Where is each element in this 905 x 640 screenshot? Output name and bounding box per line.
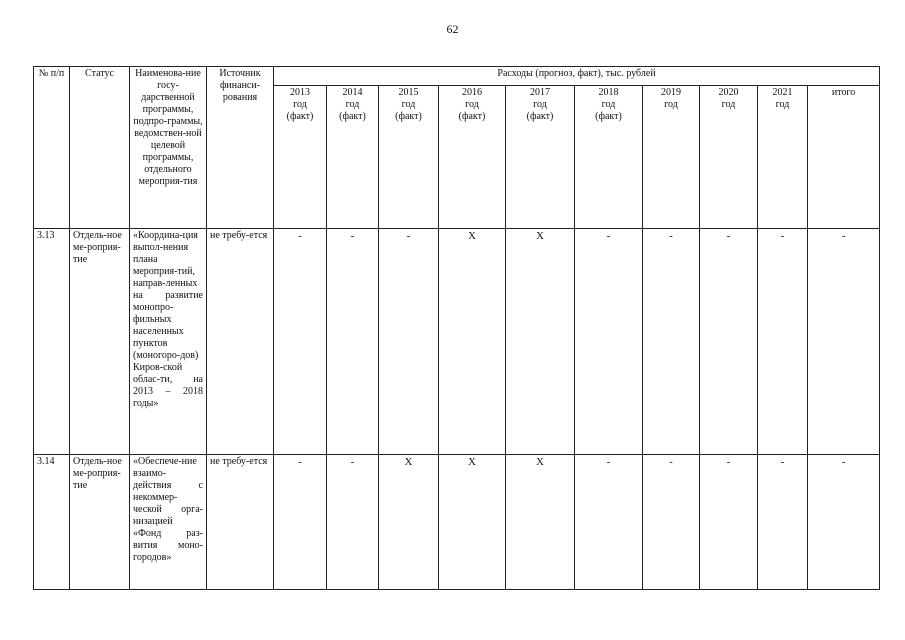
year-header: 2014 год (факт) — [327, 86, 379, 229]
row-name: «Координа-ция выпол-нения плана мероприя-тий, направ-ленных на развитие монопро-фильных населенных пунктов (моногоро-дов) Киров-ской облас-ти, на 2013 – 2018 годы» — [130, 229, 207, 455]
header-status: Статус — [70, 67, 130, 229]
header-num: № п/п — [34, 67, 70, 229]
value-cell: X — [439, 229, 506, 455]
value-cell: - — [700, 455, 758, 590]
header-name: Наименова-ние госу-дарственной программы, подпро-граммы, ведомствен-ной целевой программы, отдельного мероприя-тия — [130, 67, 207, 229]
value-cell: - — [327, 455, 379, 590]
year-header: 2013 год (факт) — [274, 86, 327, 229]
value-cell: X — [379, 455, 439, 590]
value-cell: X — [506, 229, 575, 455]
header-expenses: Расходы (прогноз, факт), тыс. рублей — [274, 67, 880, 86]
row-name: «Обеспече-ние взаимо-действия с некоммер-ческой орга-низацией «Фонд раз-вития моно-городов» — [130, 455, 207, 590]
total-cell: - — [808, 455, 880, 590]
header-total: итого — [808, 86, 880, 229]
row-status: Отдель-ное ме-роприя-тие — [70, 229, 130, 455]
row-num: 3.14 — [34, 455, 70, 590]
header-row — [34, 67, 880, 86]
value-cell: - — [379, 229, 439, 455]
value-cell: - — [700, 229, 758, 455]
expenses-table — [33, 66, 880, 590]
row-status: Отдель-ное ме-роприя-тие — [70, 455, 130, 590]
value-cell: - — [575, 455, 643, 590]
year-header: 2021 год — [758, 86, 808, 229]
value-cell: - — [758, 229, 808, 455]
total-cell: - — [808, 229, 880, 455]
row-source: не требу-ется — [207, 229, 274, 455]
year-header: 2015 год (факт) — [379, 86, 439, 229]
value-cell: X — [506, 455, 575, 590]
year-header: 2018 год (факт) — [575, 86, 643, 229]
value-cell: X — [439, 455, 506, 590]
page-number: 62 — [446, 22, 459, 36]
value-cell: - — [274, 229, 327, 455]
table-row — [34, 229, 880, 455]
row-source: не требу-ется — [207, 455, 274, 590]
value-cell: - — [327, 229, 379, 455]
year-header: 2017 год (факт) — [506, 86, 575, 229]
value-cell: - — [758, 455, 808, 590]
year-header: 2020 год — [700, 86, 758, 229]
value-cell: - — [643, 455, 700, 590]
header-source: Источник финанси-рования — [207, 67, 274, 229]
table-row — [34, 455, 880, 590]
value-cell: - — [643, 229, 700, 455]
value-cell: - — [575, 229, 643, 455]
year-header: 2019 год — [643, 86, 700, 229]
year-header: 2016 год (факт) — [439, 86, 506, 229]
row-num: 3.13 — [34, 229, 70, 455]
value-cell: - — [274, 455, 327, 590]
